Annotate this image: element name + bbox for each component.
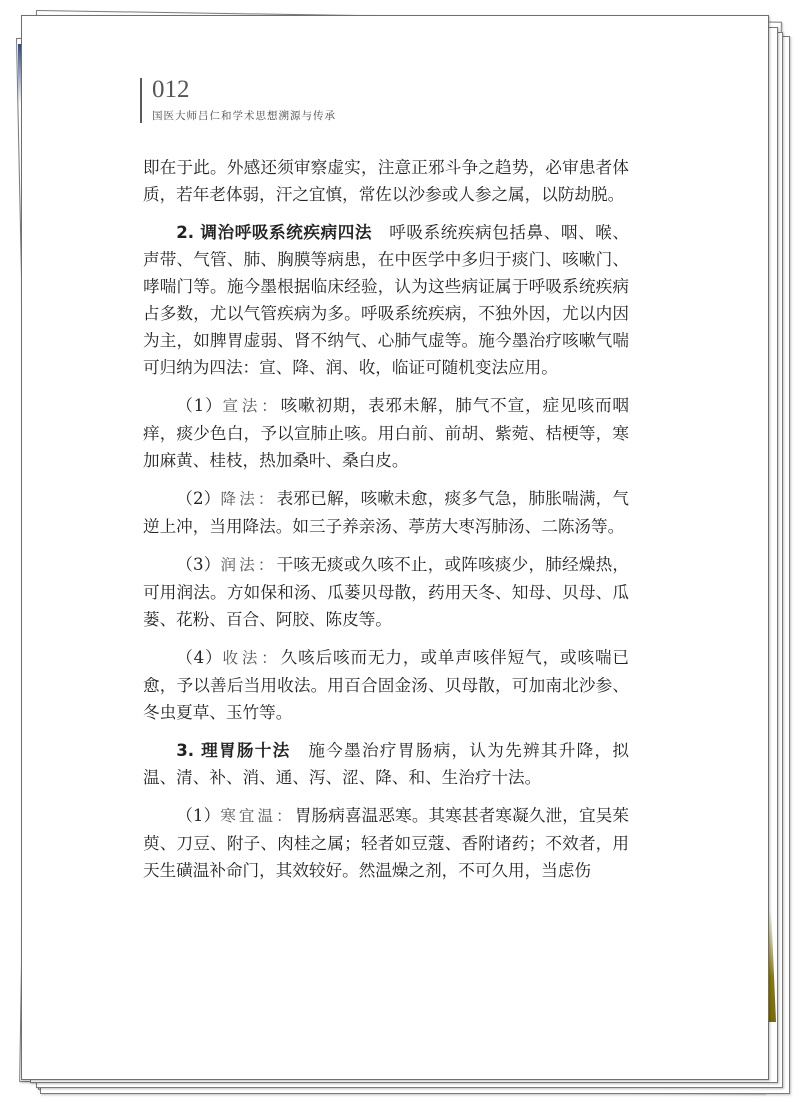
item-label: 宣法： — [222, 397, 281, 415]
body-text — [143, 154, 629, 895]
item-label: 润法： — [220, 556, 277, 574]
method-item — [143, 644, 629, 726]
section-2-heading: 2. 调治呼吸系统疾病四法 — [176, 223, 373, 242]
item-label: 收法： — [222, 649, 281, 667]
section-2-text: 呼吸系统疾病包括鼻、咽、喉、声带、气管、肺、胸膜等病患，在中医学中多归于痰门、咳嗽门、哮喘门等。施今墨根据临床经验，认为这些病证属于呼吸系统疾病占多数，尤以气管疾病为多。呼吸系统疾病，不独外因，尤以内因为主，如脾胃虚弱、肾不纳气、心肺气虚等。施今墨治疗咳嗽气喘可归纳为四法：宣、降、润、收，临证可随机变法应用。 — [143, 223, 629, 377]
main-page — [21, 15, 769, 1080]
section-3-heading: 3. 理胃肠十法 — [176, 741, 291, 760]
item-label: 寒宜温： — [220, 807, 295, 825]
running-header-title: 国医大师吕仁和学术思想溯源与传承 — [152, 110, 336, 122]
section-3-text: 施今墨治疗胃肠病，认为先辨其升降，拟温、清、补、消、通、泻、涩、降、和、生治疗十法。 — [143, 741, 629, 787]
method-item — [143, 551, 629, 633]
item-text: 胃肠病喜温恶寒。其寒甚者寒凝久泄，宜吴茱萸、刀豆、附子、肉桂之属；轻者如豆蔻、香附诸药；不效者，用天生磺温补命门，其效较好。然温燥之剂，不可久用，当虑伤 — [143, 806, 630, 880]
item-label: 降法： — [220, 490, 277, 508]
item-number: （4） — [176, 648, 223, 667]
item-number: （2） — [176, 489, 221, 508]
method-item — [143, 485, 629, 540]
paragraph-continued: 即在于此。外感还须审察虚实，注意正邪斗争之趋势，必审患者体质，若年老体弱，汗之宜慎，常佐以沙参或人参之属，以防劫脱。 — [143, 158, 629, 204]
page-number: 012 — [152, 76, 190, 103]
item-number: （3） — [176, 555, 221, 574]
method-item — [143, 392, 629, 474]
method-item — [143, 802, 629, 884]
item-number: （1） — [176, 806, 221, 825]
header-divider — [140, 78, 142, 123]
section-3-paragraph — [143, 737, 629, 791]
item-text: 咳嗽初期，表邪未解，肺气不宣，症见咳而咽痒，痰少色白，予以宣肺止咳。用白前、前胡、紫菀、桔梗等，寒加麻黄、桂枝，热加桑叶、桑白皮。 — [143, 396, 630, 470]
item-text: 干咳无痰或久咳不止，或阵咳痰少，肺经燥热，可用润法。方如保和汤、瓜蒌贝母散，药用天冬、知母、贝母、瓜蒌、花粉、百合、阿胶、陈皮等。 — [143, 555, 629, 629]
item-text: 表邪已解，咳嗽未愈，痰多气急，肺胀喘满，气逆上冲，当用降法。如三子养亲汤、葶苈大枣泻肺汤、二陈汤等。 — [143, 489, 629, 536]
item-number: （1） — [176, 396, 223, 415]
section-2-paragraph — [143, 219, 629, 381]
item-text: 久咳后咳而无力，或单声咳伴短气，或咳喘已愈，予以善后当用收法。用百合固金汤、贝母散，可加南北沙参、冬虫夏草、玉竹等。 — [143, 648, 630, 722]
